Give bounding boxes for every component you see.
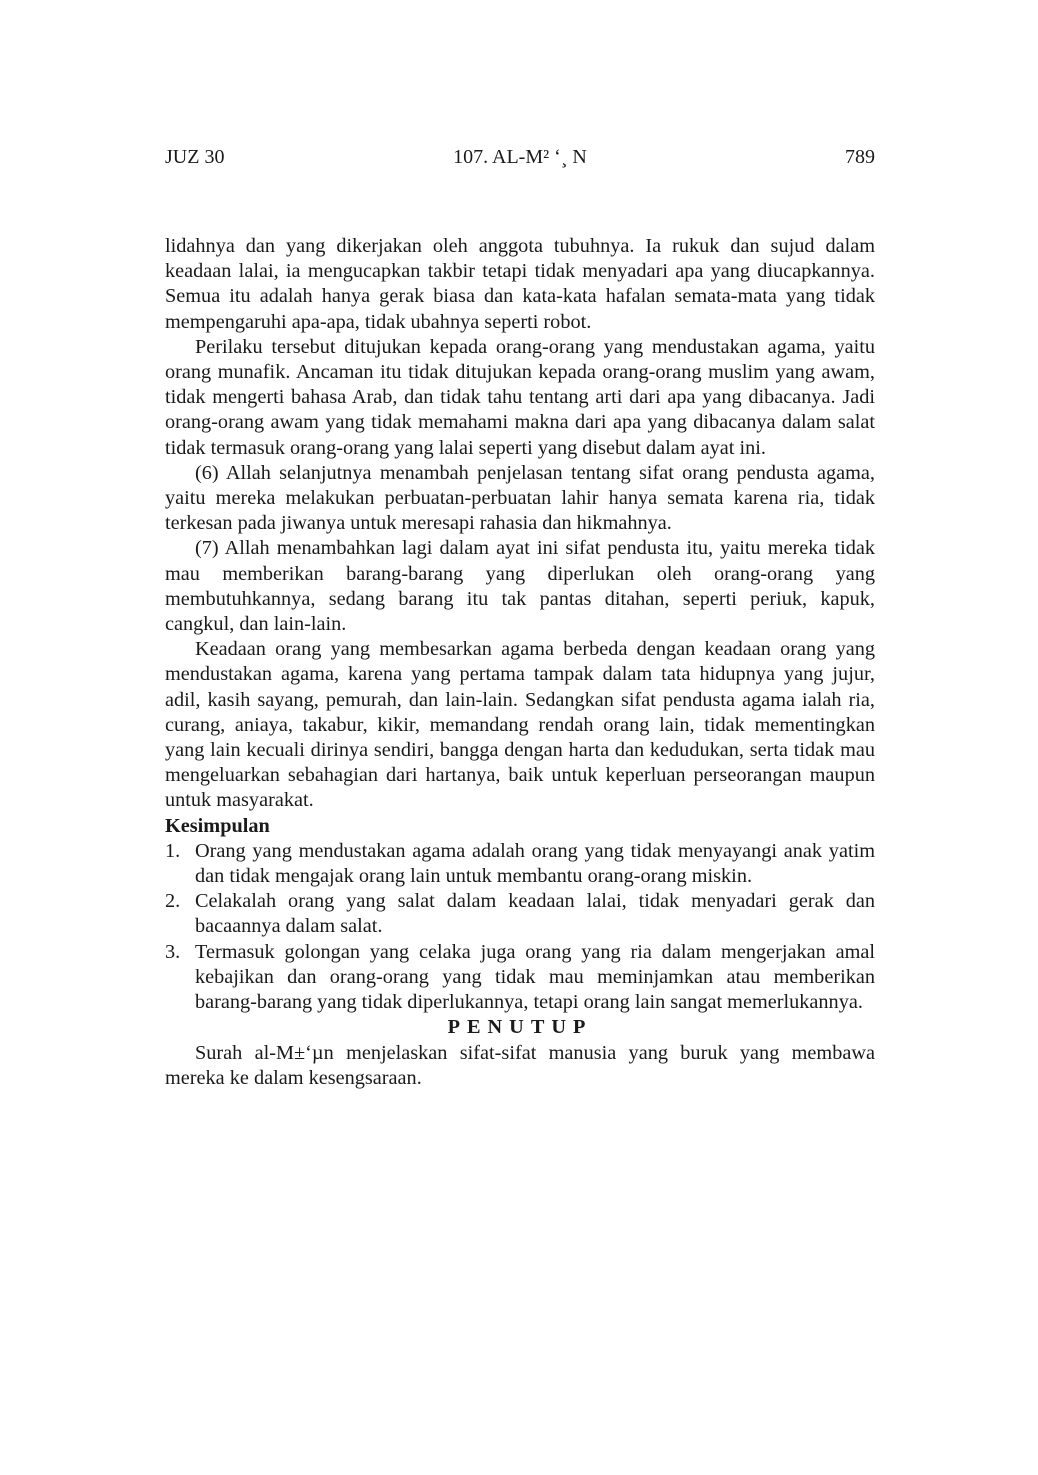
running-header [165, 146, 875, 174]
section-heading-kesimpulan: Kesimpulan [165, 814, 270, 837]
list-item [165, 889, 875, 939]
paragraph: lidahnya dan yang dikerjakan oleh anggota tubuhnya. Ia rukuk dan sujud dalam keadaan lalai, ia mengucapkan takbir tetapi tidak menyadari apa yang diucapkannya. Semua itu adalah hanya gerak biasa dan kata-kata hafalan semata-mata yang tidak mempengaruhi apa-apa, tidak ubahnya seperti robot. [165, 235, 875, 333]
list-item-text: Orang yang mendustakan agama adalah orang yang tidak menyayangi anak yatim dan tidak mengajak orang lain untuk membantu orang-orang miskin. [195, 839, 875, 888]
document-page [165, 0, 875, 1475]
header-juz: JUZ 30 [165, 146, 225, 168]
closing-paragraph: Surah al-M±‘µn menjelaskan sifat-sifat manusia yang buruk yang membawa mereka ke dalam kesengsaraan. [165, 1041, 875, 1089]
paragraph: Perilaku tersebut ditujukan kepada orang-orang yang mendustakan agama, yaitu orang munafik. Ancaman itu tidak ditujukan kepada orang-orang muslim yang awam, tidak mengerti bahasa Arab, dan tidak tahu tentang arti dari apa yang dibacanya. Jadi orang-orang awam yang tidak memahami makna dari apa yang dibacanya dalam salat tidak termasuk orang-orang yang lalai seperti yang disebut dalam ayat ini. [165, 335, 875, 459]
list-item-text: Termasuk golongan yang celaka juga orang yang ria dalam mengerjakan amal kebajikan dan orang-orang yang tidak mau meminjamkan atau memberikan barang-barang yang tidak diperlukannya, tetapi orang lain sangat memerlukannya. [195, 940, 875, 1014]
page-number: 789 [845, 146, 875, 168]
conclusion-list [165, 839, 875, 1015]
list-item [165, 839, 875, 889]
list-number: 3. [165, 940, 181, 963]
list-number: 1. [165, 839, 181, 862]
paragraph: (6) Allah selanjutnya menambah penjelasan tentang sifat orang pendusta agama, yaitu mereka melakukan perbuatan-perbuatan lahir hanya semata karena ria, tidak terkesan pada jiwanya untuk meresapi rahasia dan hikmahnya. [165, 461, 875, 535]
list-item [165, 940, 875, 1016]
list-number: 2. [165, 890, 181, 913]
paragraph: Keadaan orang yang membesarkan agama berbeda dengan keadaan orang yang mendustakan agama, karena yang pertama tampak dalam tata hidupnya yang jujur, adil, kasih sayang, pemurah, dan lain-lain. Sedangkan sifat pendusta agama ialah ria, curang, aniaya, takabur, kikir, memandang rendah orang lain, tidak mementingkan yang lain kecuali dirinya sendiri, bangga dengan harta dan kedudukan, serta tidak mau mengeluarkan sebahagian dari hartanya, baik untuk keperluan perseorangan maupun untuk masyarakat. [165, 638, 875, 812]
header-surah-title: 107. AL-M² ‘¸ N [453, 146, 587, 168]
paragraph: (7) Allah menambahkan lagi dalam ayat ini sifat pendusta itu, yaitu mereka tidak mau memberikan barang-barang yang diperlukan oleh orang-orang yang membutuhkannya, sedang barang itu tak pantas ditahan, seperti periuk, kapuk, cangkul, dan lain-lain. [165, 537, 875, 636]
list-item-text: Celakalah orang yang salat dalam keadaan lalai, tidak menyadari gerak dan bacaannya dalam salat. [195, 890, 875, 938]
section-heading-penutup: PENUTUP [447, 1016, 593, 1039]
page-body [165, 234, 875, 1091]
